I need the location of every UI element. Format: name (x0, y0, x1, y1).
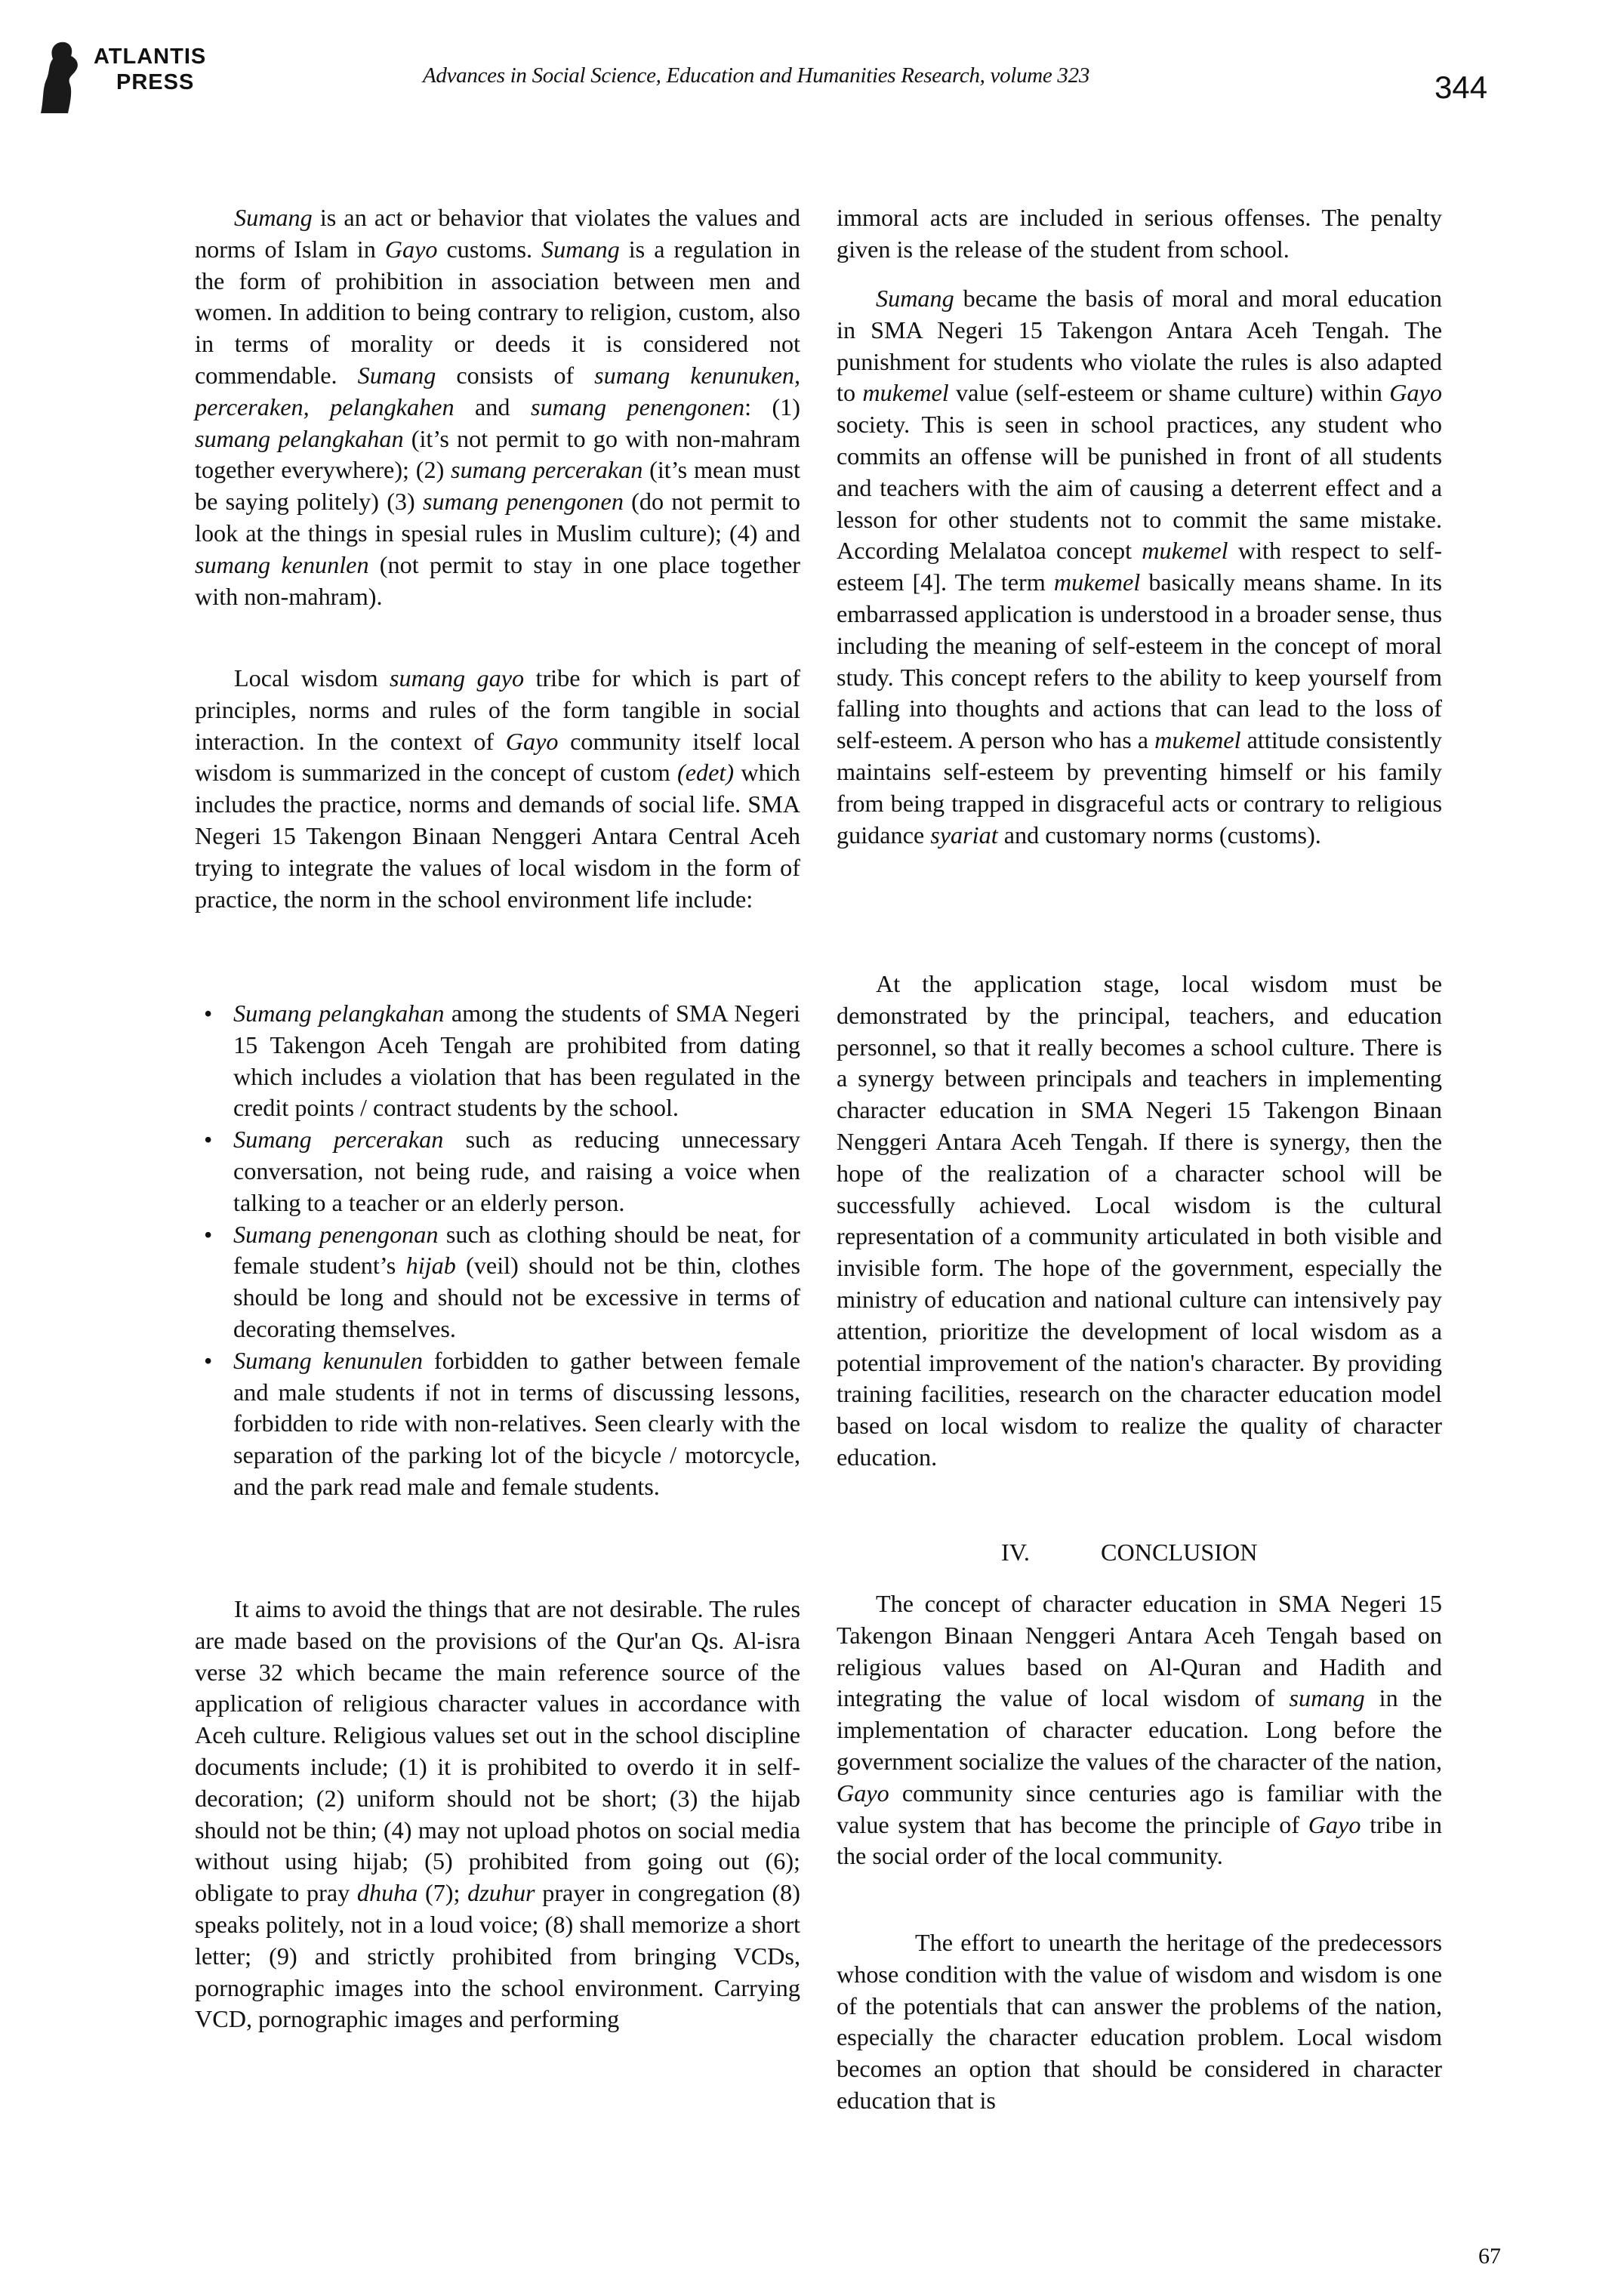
italic-term: sumang penengonen (530, 393, 745, 420)
text-run: basically means shame. In its embarrassed application is understood in a broader sense, thus including the meaning of self-esteem in the concept of moral study. This concept refers to the ability to keep yourself from falling into thoughts and actions that can lead to the loss of self-esteem. A person who has a (837, 568, 1442, 754)
paragraph (195, 663, 800, 915)
italic-term: syariat (930, 821, 998, 849)
italic-term: mukemel (1053, 568, 1141, 596)
text-run: such as reducing unnecessary conversation, not being rude, and raising a voice when talking to a teacher or an elderly person. (233, 1126, 801, 1216)
bullet-item (195, 1345, 800, 1503)
section-title: CONCLUSION (1101, 1539, 1258, 1566)
atlantis-press-logo (39, 39, 213, 115)
italic-term: sumang kenunlen (195, 550, 369, 578)
text-run: society. This is seen in school practices, any student who commits an offense will be punished in front of all students and teachers with the aim of causing a deterrent effect and a lesson for other students not to commit the same mistake. According Melalatoa concept (837, 411, 1442, 565)
italic-term: dzuhur (467, 1879, 535, 1907)
bullet-item (195, 1124, 800, 1218)
bullet-text (233, 1221, 800, 1342)
text-run: is a regulation in the form of prohibition in association between men and women. In addition to being contrary to religion, custom, also in terms of morality or deeds it is considered not commendable. (195, 235, 800, 389)
italic-term: sumang percerakan (451, 456, 643, 484)
text-run: value (self-esteem or shame culture) within (948, 379, 1390, 407)
text-run: (do not permit to look at the things in spesial rules in Muslim culture); (4) and (195, 488, 801, 547)
bullet-item (195, 1219, 800, 1345)
text-run: with respect to self-esteem [4]. The term (837, 537, 1443, 596)
italic-term: Gayo (384, 235, 438, 263)
text-run: in the implementation of character education. Long before the government socialize the values of the character of the nation, (837, 1684, 1443, 1775)
italic-term: mukemel (862, 379, 949, 407)
italic-term: Sumang penengonan (233, 1220, 439, 1248)
bullet-icon: • (204, 1220, 213, 1248)
text-run: customs. (437, 235, 542, 263)
bullet-item (195, 998, 800, 1124)
text-run: The effort to unearth the heritage of the predecessors whose condition with the value of wisdom and wisdom is one of the potentials that can answer the problems of the nation, especially the character education problem. Local wisdom becomes an option that should be considered in character education that is (837, 1929, 1442, 2114)
italic-term: Sumang percerakan (233, 1126, 444, 1154)
logo-line-2: PRESS (116, 70, 195, 94)
italic-term: sumang pelangkahan (195, 424, 404, 452)
paragraph (195, 1594, 800, 2035)
text-run: At the application stage, local wisdom must be demonstrated by the principal, teachers, and education personnel, so that it really becomes a school culture. There is a synergy between principals and teachers in implementing character education in SMA Negeri 15 Takengon Binaan Nenggeri Antara Aceh Tengah. If there is synergy, then the hope of the realization of a character school will be successfully achieved. Local wisdom is the cultural representation of a community articulated in both visible and invisible form. The hope of the government, especially the ministry of education and national culture can intensively pay attention, prioritize the development of local wisdom as a potential improvement of the nation's character. By providing training facilities, research on the character education model based on local wisdom to realize the quality of character education. (837, 970, 1442, 1471)
italic-term: sumang penengonen (423, 488, 624, 516)
footer-page-number: 67 (1478, 2244, 1501, 2269)
italic-term: Sumang pelangkahan (233, 1000, 445, 1027)
italic-term: Sumang (357, 361, 436, 389)
italic-term: Sumang (541, 235, 620, 263)
text-run: community itself local wisdom is summarized in the concept of custom (195, 727, 800, 787)
text-run: attitude consistently maintains self-esteem by preventing himself or his family from being trapped in disgraceful acts or contrary to religious guidance (837, 726, 1442, 849)
text-run: consists of (436, 361, 595, 389)
paragraph (195, 202, 800, 612)
text-run: among the students of SMA Negeri 15 Takengon Aceh Tengah are prohibited from dating which includes a violation that has been regulated in the credit points / contract students by the school. (233, 1000, 800, 1122)
paragraph (837, 969, 1442, 1474)
section-number: IV. (1001, 1539, 1030, 1566)
bullet-icon: • (204, 1346, 213, 1374)
text-run: (7); (418, 1879, 468, 1907)
paragraph (837, 1927, 1442, 2117)
italic-term: dhuha (356, 1879, 418, 1907)
italic-term: mukemel (1142, 537, 1228, 565)
text-run: (veil) should not be thin, clothes should be long and should not be excessive in terms of decorating themselves. (233, 1252, 800, 1342)
text-run: prayer in congregation (8) speaks politely, not in a loud voice; (8) shall memorize a short letter; (9) and strictly prohibited from bringing VCDs, pornographic images into the school environment. Carrying VCD, pornographic images and performing (195, 1879, 800, 2033)
paragraph (837, 283, 1442, 851)
text-run: and (454, 393, 531, 420)
bullet-text (233, 1126, 800, 1216)
text-run: forbidden to gather between female and male students if not in terms of discussing lessons, forbidden to ride with non-relatives. Seen clearly with the separation of the parking lot of the bicycle / motorcycle, and the park read male and female students. (233, 1346, 800, 1500)
text-run: (not permit to stay in one place together with non-mahram). (195, 550, 801, 610)
text-run: is an act or behavior that violates the values and norms of Islam in (195, 204, 800, 263)
italic-term: hijab (405, 1252, 456, 1280)
italic-term: sumang (1289, 1684, 1365, 1712)
bullet-text (233, 1000, 800, 1121)
italic-term: Gayo (1308, 1810, 1361, 1838)
text-run: It aims to avoid the things that are not desirable. The rules are made based on the provisions of the Qur'an Qs. Al-isra verse 32 which became the main reference source of the application of religious character values in accordance with Aceh culture. Religious values set out in the school discipline documents include; (1) it is prohibited to overdo it in self-decoration; (2) uniform should not be short; (3) the hijab should not be thin; (4) may not upload photos on social media without using hijab; (5) prohibited from going out (6); obligate to pray (195, 1595, 800, 1907)
text-run: Local wisdom (234, 664, 390, 692)
bullet-list (195, 998, 800, 1503)
italic-term: (edet) (677, 759, 735, 787)
text-run: : (1) (744, 393, 800, 420)
italic-term: Sumang (876, 285, 954, 312)
text-run: which includes the practice, norms and demands of social life. SMA Negeri 15 Takengon Binaan Nenggeri Antara Central Aceh trying to integrate the values of local wisdom in the form of practice, the norm in the school environment life include: (195, 759, 800, 913)
bullet-icon: • (204, 1126, 213, 1154)
text-run: (it’s mean must be saying politely) (3) (195, 456, 801, 516)
thinker-silhouette-icon (39, 39, 92, 115)
text-run: immoral acts are included in serious offenses. The penalty given is the release of the student from school. (837, 204, 1442, 263)
text-run: (it’s not permit to go with non-mahram together everywhere); (2) (195, 424, 800, 484)
text-run: and customary norms (customs). (997, 821, 1321, 849)
italic-term: sumang kenunuken, perceraken, pelangkahen (195, 361, 800, 420)
text-run: The concept of character education in SMA Negeri 15 Takengon Binaan Nenggeri Antara Aceh Tengah based on religious values based on Al-Quran and Hadith and integrating the value of local wisdom of (837, 1590, 1442, 1712)
italic-term: sumang gayo (390, 664, 525, 692)
text-run: community since centuries ago is familiar with the value system that has become the principle of (837, 1779, 1442, 1838)
text-run: became the basis of moral and moral education in SMA Negeri 15 Takengon Antara Aceh Tengah. The punishment for students who violate the rules is also adapted to (837, 285, 1442, 407)
bullet-icon: • (204, 1000, 213, 1027)
logo-line-1: ATLANTIS (94, 45, 207, 69)
journal-title: Advances in Social Science, Education and Humanities Research, volume 323 (423, 63, 1090, 88)
bullet-text (233, 1347, 800, 1500)
italic-term: Gayo (505, 727, 559, 755)
paragraph (837, 1588, 1442, 1872)
paragraph (837, 202, 1442, 266)
italic-term: Sumang kenunulen (233, 1346, 423, 1374)
text-run: tribe in the social order of the local community. (837, 1810, 1442, 1870)
italic-term: Gayo (1389, 379, 1442, 407)
italic-term: Sumang (234, 204, 313, 231)
text-run: such as clothing should be neat, for female student’s (233, 1220, 800, 1280)
text-run: tribe for which is part of principles, norms and rules of the form tangible in social interaction. In the context of (195, 664, 800, 755)
italic-term: mukemel (1154, 726, 1241, 754)
italic-term: Gayo (837, 1779, 889, 1807)
page-number: 344 (1434, 69, 1488, 105)
logo-text (94, 44, 206, 95)
